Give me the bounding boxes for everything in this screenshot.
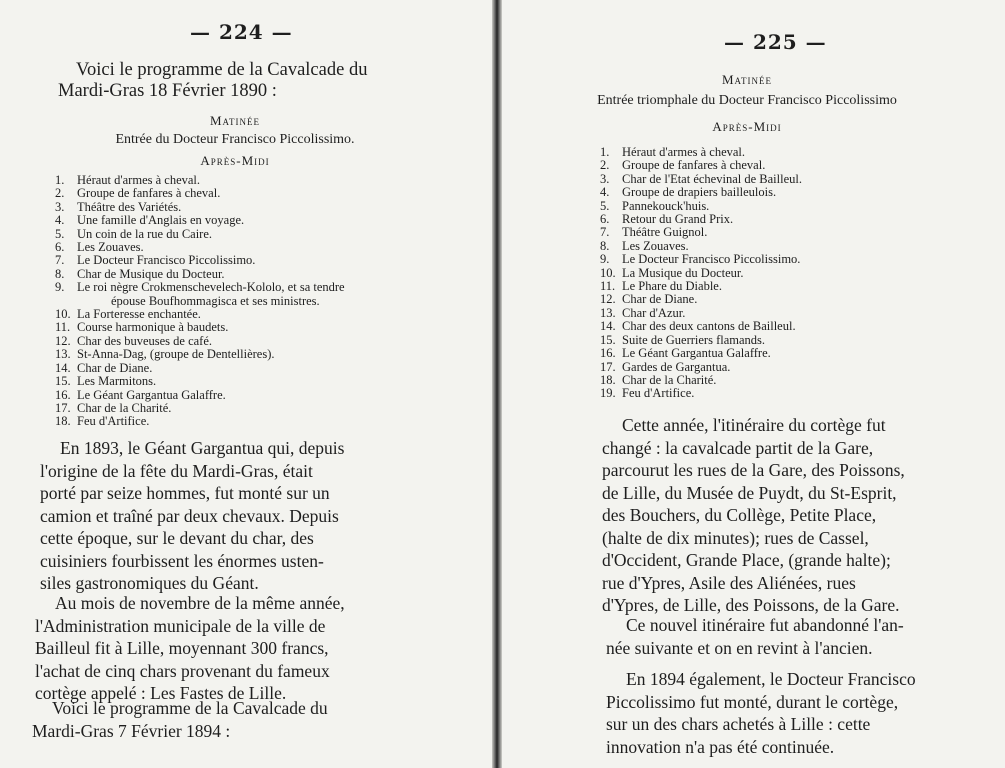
text-line: des Bouchers, du Collège, Petite Place, bbox=[602, 505, 877, 525]
item-number: 1. bbox=[55, 173, 65, 187]
text-line: l'Administration municipale de la ville de bbox=[35, 615, 326, 636]
text-line: siles gastronomiques du Géant. bbox=[40, 573, 259, 593]
item-number: 9. bbox=[55, 280, 65, 295]
session-heading: Entrée du Docteur Francisco Piccolissimo. bbox=[115, 132, 355, 147]
program-item bbox=[55, 281, 345, 294]
text-line: parcourut les rues de la Gare, des Poissons, bbox=[602, 460, 905, 480]
afternoon-label: Après-Midi bbox=[200, 153, 270, 168]
text-line: cette époque, sur le devant du char, des bbox=[40, 528, 314, 548]
program-item bbox=[55, 362, 345, 375]
item-text: Groupe de fanfares à cheval. bbox=[622, 158, 766, 173]
text-line: sur un des chars achetés à Lille : cette bbox=[606, 714, 871, 734]
item-number: 11. bbox=[600, 279, 616, 294]
item-text: Char de l'Etat échevinal de Bailleul. bbox=[622, 171, 802, 186]
item-text: La Musique du Docteur. bbox=[622, 265, 744, 280]
text-line: (halte de dix minutes); rues de Cassel, bbox=[602, 527, 869, 548]
item-number: 2. bbox=[55, 186, 65, 201]
intro-paragraph bbox=[58, 60, 413, 102]
item-text: Char des buveuses de café. bbox=[77, 333, 213, 348]
left-page bbox=[0, 0, 492, 768]
item-text: Char de la Charité. bbox=[77, 400, 172, 415]
item-text: Char d'Azur. bbox=[622, 305, 686, 320]
text-line: porté par seize hommes, fut monté sur un bbox=[40, 483, 330, 503]
item-text: Le Géant Gargantua Galaffre. bbox=[77, 387, 226, 402]
right-page bbox=[502, 0, 1005, 768]
program-item bbox=[55, 335, 345, 348]
item-text: Héraut d'armes à cheval. bbox=[622, 145, 746, 159]
paragraph-abandoned bbox=[606, 614, 966, 659]
paragraph-program-1894 bbox=[32, 697, 387, 742]
program-item bbox=[600, 347, 802, 360]
text-line: l'origine de la fête du Mardi-Gras, était bbox=[40, 460, 313, 481]
paragraph-1894 bbox=[606, 668, 966, 758]
paragraph-gargantua bbox=[40, 437, 385, 595]
session-label: Matinée bbox=[209, 113, 261, 128]
item-text: Retour du Grand Prix. bbox=[622, 212, 734, 227]
program-item bbox=[600, 213, 802, 226]
program-item bbox=[55, 228, 345, 241]
item-text: Un coin de la rue du Caire. bbox=[77, 226, 213, 241]
text-line: née suivante et on en revint à l'ancien. bbox=[606, 637, 873, 658]
program-item bbox=[55, 321, 345, 334]
program-item bbox=[55, 415, 345, 428]
item-number: 10. bbox=[600, 265, 616, 280]
item-text: Char de la Charité. bbox=[622, 372, 717, 387]
program-item bbox=[600, 387, 802, 400]
item-text: Groupe de drapiers bailleulois. bbox=[622, 185, 777, 200]
item-number: 1. bbox=[600, 145, 610, 159]
program-item bbox=[55, 268, 345, 281]
item-number: 6. bbox=[600, 212, 610, 227]
program-item bbox=[600, 240, 802, 253]
item-text: Le roi nègre Crokmenschevelech-Kololo, et sa tendre bbox=[77, 280, 345, 295]
item-number: 13. bbox=[55, 347, 71, 362]
program-item bbox=[600, 374, 802, 387]
item-text: Course harmonique à baudets. bbox=[77, 320, 229, 335]
item-number: 16. bbox=[600, 346, 616, 361]
program-item bbox=[600, 307, 802, 320]
item-number: 2. bbox=[600, 158, 610, 173]
text-line: Piccolissimo fut monté, durant le cortège, bbox=[606, 691, 899, 712]
text-line: cortège appelé : Les Fastes de Lille. bbox=[35, 683, 287, 703]
text-line: Mardi-Gras 18 Février 1890 : bbox=[58, 81, 277, 101]
item-number: 7. bbox=[600, 225, 610, 240]
text-line: changé : la cavalcade partit de la Gare, bbox=[602, 437, 874, 458]
item-text: Char de Musique du Docteur. bbox=[77, 266, 225, 281]
text-line: rue d'Ypres, Asile des Aliénées, rues bbox=[602, 572, 856, 593]
item-number: 12. bbox=[55, 333, 71, 348]
text-line: d'Ypres, de Lille, des Poissons, de la Gare. bbox=[602, 595, 900, 615]
item-text: Les Zouaves. bbox=[77, 240, 144, 255]
item-text: Les Zouaves. bbox=[622, 238, 689, 253]
program-item bbox=[600, 361, 802, 374]
item-number: 14. bbox=[55, 360, 71, 375]
item-text: La Forteresse enchantée. bbox=[77, 307, 201, 322]
item-number: 11. bbox=[55, 320, 71, 335]
program-item bbox=[600, 334, 802, 347]
item-number: 8. bbox=[600, 238, 610, 253]
item-text: Char des deux cantons de Bailleul. bbox=[622, 319, 796, 334]
item-number: 18. bbox=[55, 414, 71, 429]
page-number: — 224 — bbox=[190, 20, 293, 44]
afternoon-label: Après-Midi bbox=[712, 119, 782, 134]
item-text: Pannekouck'huis. bbox=[622, 198, 710, 213]
program-item bbox=[600, 186, 802, 199]
item-text: Théâtre Guignol. bbox=[622, 225, 708, 240]
text-line: de Lille, du Musée de Puydt, du St-Esprit, bbox=[602, 482, 897, 503]
item-text: Gardes de Gargantua. bbox=[622, 359, 731, 374]
program-item bbox=[600, 159, 802, 172]
item-number: 14. bbox=[600, 319, 616, 334]
item-text: Le Géant Gargantua Galaffre. bbox=[622, 346, 771, 361]
item-number: 15. bbox=[55, 374, 71, 389]
item-text: Groupe de fanfares à cheval. bbox=[77, 186, 221, 201]
item-number: 4. bbox=[600, 185, 610, 200]
item-number bbox=[55, 295, 77, 308]
item-number: 10. bbox=[55, 307, 71, 322]
program-item bbox=[600, 146, 802, 159]
program-item bbox=[55, 187, 345, 200]
text-line: Mardi-Gras 7 Février 1894 : bbox=[32, 720, 231, 741]
program-item bbox=[55, 254, 345, 267]
program-item bbox=[600, 267, 802, 280]
paragraph-administration bbox=[35, 592, 385, 705]
item-number: 7. bbox=[55, 253, 65, 268]
text-line: Ce nouvel itinéraire fut abandonné l'an- bbox=[626, 615, 904, 635]
program-item bbox=[55, 295, 345, 308]
text-line: cuisiniers fourbissent les énormes usten- bbox=[40, 550, 324, 571]
text-line: En 1894 également, le Docteur Francisco bbox=[626, 669, 916, 689]
item-text: Le Phare du Diable. bbox=[622, 279, 722, 294]
text-line: d'Occident, Grande Place, (grande halte); bbox=[602, 550, 891, 570]
text-line: Cette année, l'itinéraire du cortège fut bbox=[622, 415, 886, 435]
item-number: 18. bbox=[600, 372, 616, 387]
program-item bbox=[55, 375, 345, 388]
text-line: Au mois de novembre de la même année, bbox=[55, 593, 345, 613]
item-text: Char de Diane. bbox=[622, 292, 698, 307]
item-number: 16. bbox=[55, 387, 71, 402]
program-item bbox=[600, 320, 802, 333]
item-number: 6. bbox=[55, 240, 65, 255]
session-heading: Entrée triomphale du Docteur Francisco Piccolissimo bbox=[597, 93, 897, 108]
text-line: camion et traîné par deux chevaux. Depuis bbox=[40, 505, 339, 526]
item-number: 3. bbox=[600, 171, 610, 186]
item-text: Char de Diane. bbox=[77, 360, 153, 375]
program-item bbox=[55, 389, 345, 402]
program-item bbox=[55, 201, 345, 214]
program-list bbox=[600, 146, 802, 401]
text-line: l'achat de cinq chars provenant du fameux bbox=[35, 660, 330, 681]
page-number: — 225 — bbox=[724, 30, 827, 54]
item-text: Le Docteur Francisco Piccolissimo. bbox=[622, 252, 801, 267]
program-item bbox=[600, 280, 802, 293]
program-item bbox=[55, 174, 345, 187]
text-line: En 1893, le Géant Gargantua qui, depuis bbox=[60, 438, 345, 458]
text-line: innovation n'a pas été continuée. bbox=[606, 736, 835, 757]
paragraph-itinerary bbox=[602, 414, 962, 617]
item-text: Le Docteur Francisco Piccolissimo. bbox=[77, 253, 256, 268]
program-item bbox=[55, 348, 345, 361]
program-list bbox=[55, 174, 345, 429]
item-text: Suite de Guerriers flamands. bbox=[622, 332, 766, 347]
item-text: St-Anna-Dag, (groupe de Dentellières). bbox=[77, 347, 275, 362]
program-item bbox=[600, 226, 802, 239]
item-text: Héraut d'armes à cheval. bbox=[77, 173, 201, 187]
text-line: Voici le programme de la Cavalcade du bbox=[52, 698, 328, 718]
program-item bbox=[600, 200, 802, 213]
text-line: Voici le programme de la Cavalcade du bbox=[76, 60, 368, 80]
item-number: 12. bbox=[600, 292, 616, 307]
program-item bbox=[600, 253, 802, 266]
program-item bbox=[55, 402, 345, 415]
item-text: Les Marmitons. bbox=[77, 374, 157, 389]
item-number: 4. bbox=[55, 213, 65, 228]
program-item bbox=[55, 241, 345, 254]
item-text: Une famille d'Anglais en voyage. bbox=[77, 213, 245, 228]
item-text: Feu d'Artifice. bbox=[622, 386, 695, 401]
item-number: 15. bbox=[600, 332, 616, 347]
program-item bbox=[55, 214, 345, 227]
program-item bbox=[55, 308, 345, 321]
item-number: 5. bbox=[600, 198, 610, 213]
item-number: 3. bbox=[55, 199, 65, 214]
item-number: 19. bbox=[600, 386, 616, 401]
item-number: 9. bbox=[600, 252, 610, 267]
program-item bbox=[600, 293, 802, 306]
item-number: 17. bbox=[55, 400, 71, 415]
item-number: 17. bbox=[600, 359, 616, 374]
item-number: 13. bbox=[600, 305, 616, 320]
item-number: 5. bbox=[55, 226, 65, 241]
program-item bbox=[600, 173, 802, 186]
session-label: Matinée bbox=[721, 72, 773, 87]
text-line: Bailleul fit à Lille, moyennant 300 francs, bbox=[35, 638, 329, 658]
item-number: 8. bbox=[55, 266, 65, 281]
book-gutter bbox=[492, 0, 502, 768]
item-text: Théâtre des Variétés. bbox=[77, 199, 182, 214]
item-text: épouse Boufhommagisca et ses ministres. bbox=[111, 293, 320, 308]
item-text: Feu d'Artifice. bbox=[77, 414, 150, 429]
